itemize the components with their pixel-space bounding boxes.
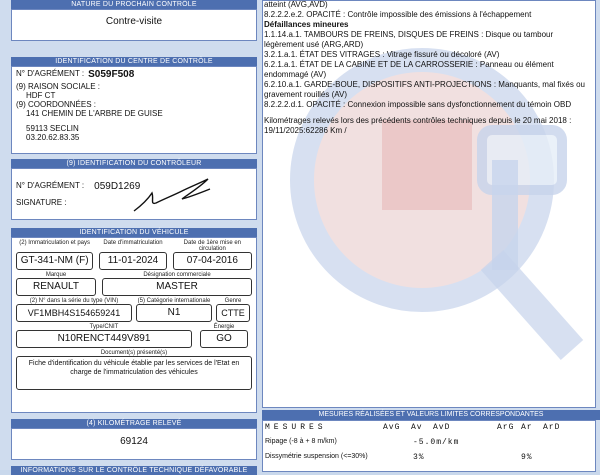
centre-header: IDENTIFICATION DU CENTRE DE CONTRÔLE (11, 57, 257, 66)
ripage-value: -5.0m/km (413, 438, 460, 447)
desym-label: Dissymétrie suspension (<=30%) (265, 453, 368, 460)
col-avg: AvG (383, 423, 401, 432)
desym-value-front: 3% (413, 453, 425, 462)
coords-line1: 141 CHEMIN DE L'ARBRE DE GUISE (26, 109, 163, 118)
date-first-label: Date de 1ère mise en circulation (183, 240, 242, 252)
marque-value: RENAULT (16, 278, 96, 296)
left-column (8, 0, 260, 474)
vehicle-header: IDENTIFICATION DU VÉHICULE (11, 228, 257, 237)
controller-agreement-value: 059D1269 (94, 181, 141, 192)
col-av: Av (411, 423, 423, 432)
immat-value: GT-341-NM (F) (16, 252, 93, 270)
col-ar: Ar (521, 423, 533, 432)
date-immat-value: 11-01-2024 (99, 252, 166, 270)
type-label: Type/CNIT (89, 324, 119, 330)
raison-label: (9) RAISON SOCIALE : (16, 82, 101, 91)
vin-value: VF1MBH4S154659241 (16, 304, 132, 322)
controller-header: (9) IDENTIFICATION DU CONTRÔLEUR (11, 159, 257, 168)
genre-label: Genre (224, 298, 242, 304)
km-header: (4) KILOMÉTRAGE RELEVÉ (11, 419, 257, 428)
vehicle-box (11, 237, 257, 413)
defect-line-7: 6.2.1.a.1. ÉTAT DE LA CABINE ET DE LA CARROSSERIE : Panneau ou élément (264, 60, 554, 69)
centre-agreement-value: S059F508 (88, 69, 135, 80)
type-value: N10RENCT449V891 (16, 330, 192, 348)
date-first-value: 07-04-2016 (173, 252, 252, 270)
col-ard: ArD (543, 423, 561, 432)
raison-value: HDF CT (26, 91, 56, 100)
marque-label: Marque (45, 272, 67, 278)
coords-line2: 59113 SECLIN (26, 124, 79, 133)
coords-line3: 03.20.62.83.35 (26, 133, 80, 142)
defect-section-minor: Défaillances mineures (264, 20, 349, 29)
controller-box (11, 168, 257, 220)
signature-label: SIGNATURE : (16, 198, 67, 207)
categorie-label: (5) Catégorie internationale (137, 298, 211, 304)
coords-label: (9) COORDONNÉES : (16, 100, 97, 109)
km-value: 69124 (120, 436, 148, 447)
defects-text (262, 0, 596, 136)
immat-label: (2) Immatriculation et pays (19, 240, 90, 246)
signature-mark (130, 175, 240, 215)
centre-box (11, 66, 257, 154)
docs-value: Fiche d'identification du véhicule établie par les services de l'Etat en charge de l'immatriculation des véhicules (28, 360, 240, 376)
km-history-line-1: Kilométrages relevés lors des précédents contrôles techniques depuis le 20 mai 2018 : (264, 116, 572, 125)
defect-line-8: endommagé (AV) (264, 70, 327, 79)
measures-col-title: MESURES (265, 423, 327, 432)
energie-label: Énergie (213, 324, 235, 330)
date-immat-label: Date d'immatriculation (103, 240, 163, 246)
defect-line-9: 6.2.10.a.1. GARDE-BOUE, DISPOSITIFS ANTI-PROJECTIONS : Manquants, mal fixés ou (264, 80, 585, 89)
defect-line-5: légèrement usé (ARG,ARD) (264, 40, 364, 49)
categorie-value: N1 (136, 304, 212, 322)
controller-agreement-label: N° D'AGRÉMENT : (16, 181, 85, 190)
col-avd: AvD (433, 423, 451, 432)
ripage-label: Ripage (-8 à + 8 m/km) (265, 438, 337, 445)
col-arg: ArG (497, 423, 515, 432)
docs-label: Document(s) présenté(s) (100, 350, 168, 356)
next-visit-value: Contre-visite (105, 16, 163, 27)
genre-value: CTTE (216, 304, 250, 322)
docs-value-box (16, 356, 252, 390)
defect-line-2: 8.2.2.2.e.2. OPACITÉ : Contrôle impossible des émissions à l'échappement (264, 10, 532, 19)
info-header: INFORMATIONS SUR LE CONTRÔLE TECHNIQUE DÉFAVORABLE (11, 466, 257, 475)
defect-line-4: 1.1.14.a.1. TAMBOURS DE FREINS, DISQUES DE FREINS : Disque ou tambour (264, 30, 554, 39)
defect-line-6: 3.2.1.a.1. ÉTAT DES VITRAGES : Vitrage fissuré ou décoloré (AV) (264, 50, 500, 59)
energie-value: GO (200, 330, 248, 348)
next-visit-box (11, 9, 257, 41)
measures-header: MESURES RÉALISÉES ET VALEURS LIMITES CORRESPONDANTES (262, 410, 600, 420)
km-box (11, 428, 257, 460)
designation-value: MASTER (102, 278, 252, 296)
defect-line-1: atteint (AVG,AVD) (264, 0, 328, 9)
centre-agreement-label: N° D'AGRÉMENT : (16, 69, 85, 78)
km-history-line-2: 19/11/2025:62286 Km / (264, 126, 347, 135)
defect-line-10: gravement rouillés (AV) (264, 90, 347, 99)
measures-box (262, 420, 596, 472)
designation-label: Désignation commerciale (143, 272, 211, 278)
vin-label: (2) N° dans la série du type (VIN) (29, 298, 119, 304)
defect-line-11: 8.2.2.2.d.1. OPACITÉ : Connexion impossible sans dysfonctionnement du témoin OBD (264, 100, 572, 109)
right-column (262, 0, 600, 470)
next-visit-header: NATURE DU PROCHAIN CONTRÔLE (11, 0, 257, 9)
desym-value-rear: 9% (521, 453, 533, 462)
